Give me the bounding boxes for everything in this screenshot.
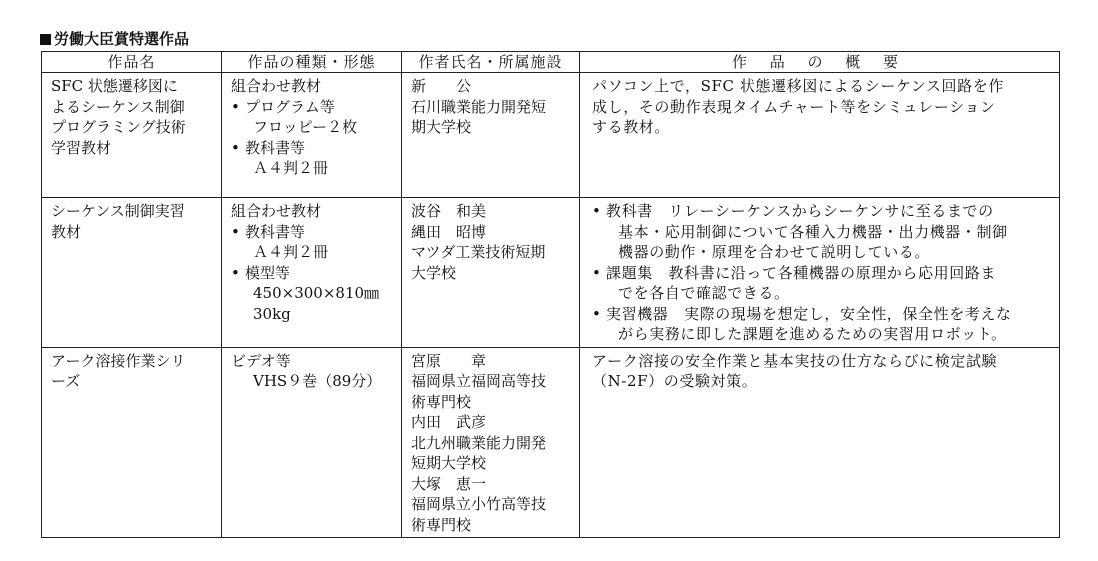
author-line: 新 公 — [411, 77, 472, 95]
summary-line: 成し，その動作表現タイムチャート等をシミュレーション — [592, 97, 996, 116]
award-table — [41, 51, 1060, 538]
summary-bullet-item: • 教科書 リレーシーケンスからシーケンサに至るまでの — [592, 201, 1051, 222]
author-line: 縄田 昭博 — [411, 222, 487, 241]
work-name-line: プログラミング技術 — [51, 118, 186, 136]
table-row — [42, 73, 1060, 198]
kind-line: Ａ４判２冊 — [253, 243, 329, 261]
header-summary: 作 品 の 概 要 — [580, 52, 1060, 73]
summary-line: （N-2F）の受験対策。 — [592, 372, 758, 390]
author-line: 福岡県立小竹高等技 — [411, 495, 547, 513]
work-name-cell — [42, 73, 222, 198]
kind-line: Ａ４判２冊 — [253, 159, 329, 177]
title-text: 労働大臣賞特選作品 — [54, 30, 190, 48]
kind-bullet-item: • プログラム等 — [231, 97, 395, 118]
kind-form-cell — [222, 73, 402, 198]
summary-line: がら実務に即した課題を進めるための実習用ロボット。 — [618, 325, 1007, 343]
author-line: 福岡県立福岡高等技 — [411, 372, 547, 390]
author-line: 大学校 — [411, 263, 457, 282]
summary-cell — [580, 347, 1060, 538]
header-work-name: 作品名 — [42, 52, 222, 73]
kind-bullet-item: • 模型等 — [231, 263, 395, 284]
author-line: 術専門校 — [411, 392, 472, 411]
author-line: 内田 武彦 — [411, 413, 487, 431]
summary-line: パソコン上で，SFC 状態遷移図によるシーケンス回路を作 — [592, 77, 1004, 95]
summary-line: でを各自で確認できる。 — [618, 284, 790, 302]
summary-line: 機器の動作・原理を合わせて説明している。 — [618, 243, 931, 261]
square-bullet-icon — [40, 34, 51, 45]
work-name-line: 教材 — [51, 222, 82, 241]
header-author-affiliation: 作者氏名・所属施設 — [402, 52, 580, 73]
kind-line: ビデオ等 — [231, 351, 291, 370]
header-row — [42, 52, 1060, 73]
work-name-cell — [42, 198, 222, 348]
summary-bullet-item: • 課題集 教科書に沿って各種機器の原理から応用回路ま — [592, 263, 1051, 284]
author-cell — [402, 73, 580, 198]
work-name-line: ーズ — [51, 372, 81, 390]
summary-cell — [580, 73, 1060, 198]
author-line: 短期大学校 — [411, 454, 487, 472]
summary-line: 基本・応用制御について各種入力機器・出力機器・制御 — [618, 222, 1008, 241]
summary-bullet-item: • 実習機器 実際の現場を想定し，安全性，保全性を考えな — [592, 304, 1051, 325]
kind-form-cell — [222, 198, 402, 348]
kind-line: 組合わせ教材 — [231, 77, 322, 95]
kind-line: VHS９巻（89分） — [253, 372, 382, 390]
kind-line: 30kg — [253, 304, 291, 323]
author-line: 波谷 和美 — [411, 202, 487, 220]
author-line: 術専門校 — [411, 515, 472, 534]
author-line: 宮原 章 — [411, 351, 487, 370]
author-line: 石川職業能力開発短 — [411, 97, 547, 116]
kind-bullet-item: • 教科書等 — [231, 222, 395, 243]
work-name-line: SFC 状態遷移図に — [51, 77, 178, 95]
kind-line: フロッピー２枚 — [253, 118, 358, 136]
author-line: 期大学校 — [411, 118, 472, 136]
header-kind-form: 作品の種類・形態 — [222, 52, 402, 73]
author-line: 大塚 恵一 — [411, 474, 487, 493]
work-name-line: よるシーケンス制御 — [51, 97, 185, 116]
kind-line: 組合わせ教材 — [231, 202, 322, 220]
author-cell — [402, 198, 580, 348]
summary-cell — [580, 198, 1060, 348]
table-row — [42, 198, 1060, 348]
kind-bullet-item: • 教科書等 — [231, 138, 395, 159]
table-row — [42, 347, 1060, 538]
work-name-line: 学習教材 — [51, 138, 112, 157]
author-line: マツダ工業技術短期 — [411, 243, 546, 261]
document-title — [40, 28, 189, 49]
work-name-line: シーケンス制御実習 — [51, 202, 185, 220]
work-name-line: アーク溶接作業シリ — [51, 351, 186, 370]
kind-line: 450×300×810㎜ — [253, 284, 380, 302]
author-line: 北九州職業能力開発 — [411, 433, 547, 452]
summary-line: する教材。 — [592, 118, 671, 136]
summary-line: アーク溶接の安全作業と基本実技の仕方ならびに検定試験 — [592, 351, 998, 370]
kind-form-cell — [222, 347, 402, 538]
author-cell — [402, 347, 580, 538]
work-name-cell — [42, 347, 222, 538]
